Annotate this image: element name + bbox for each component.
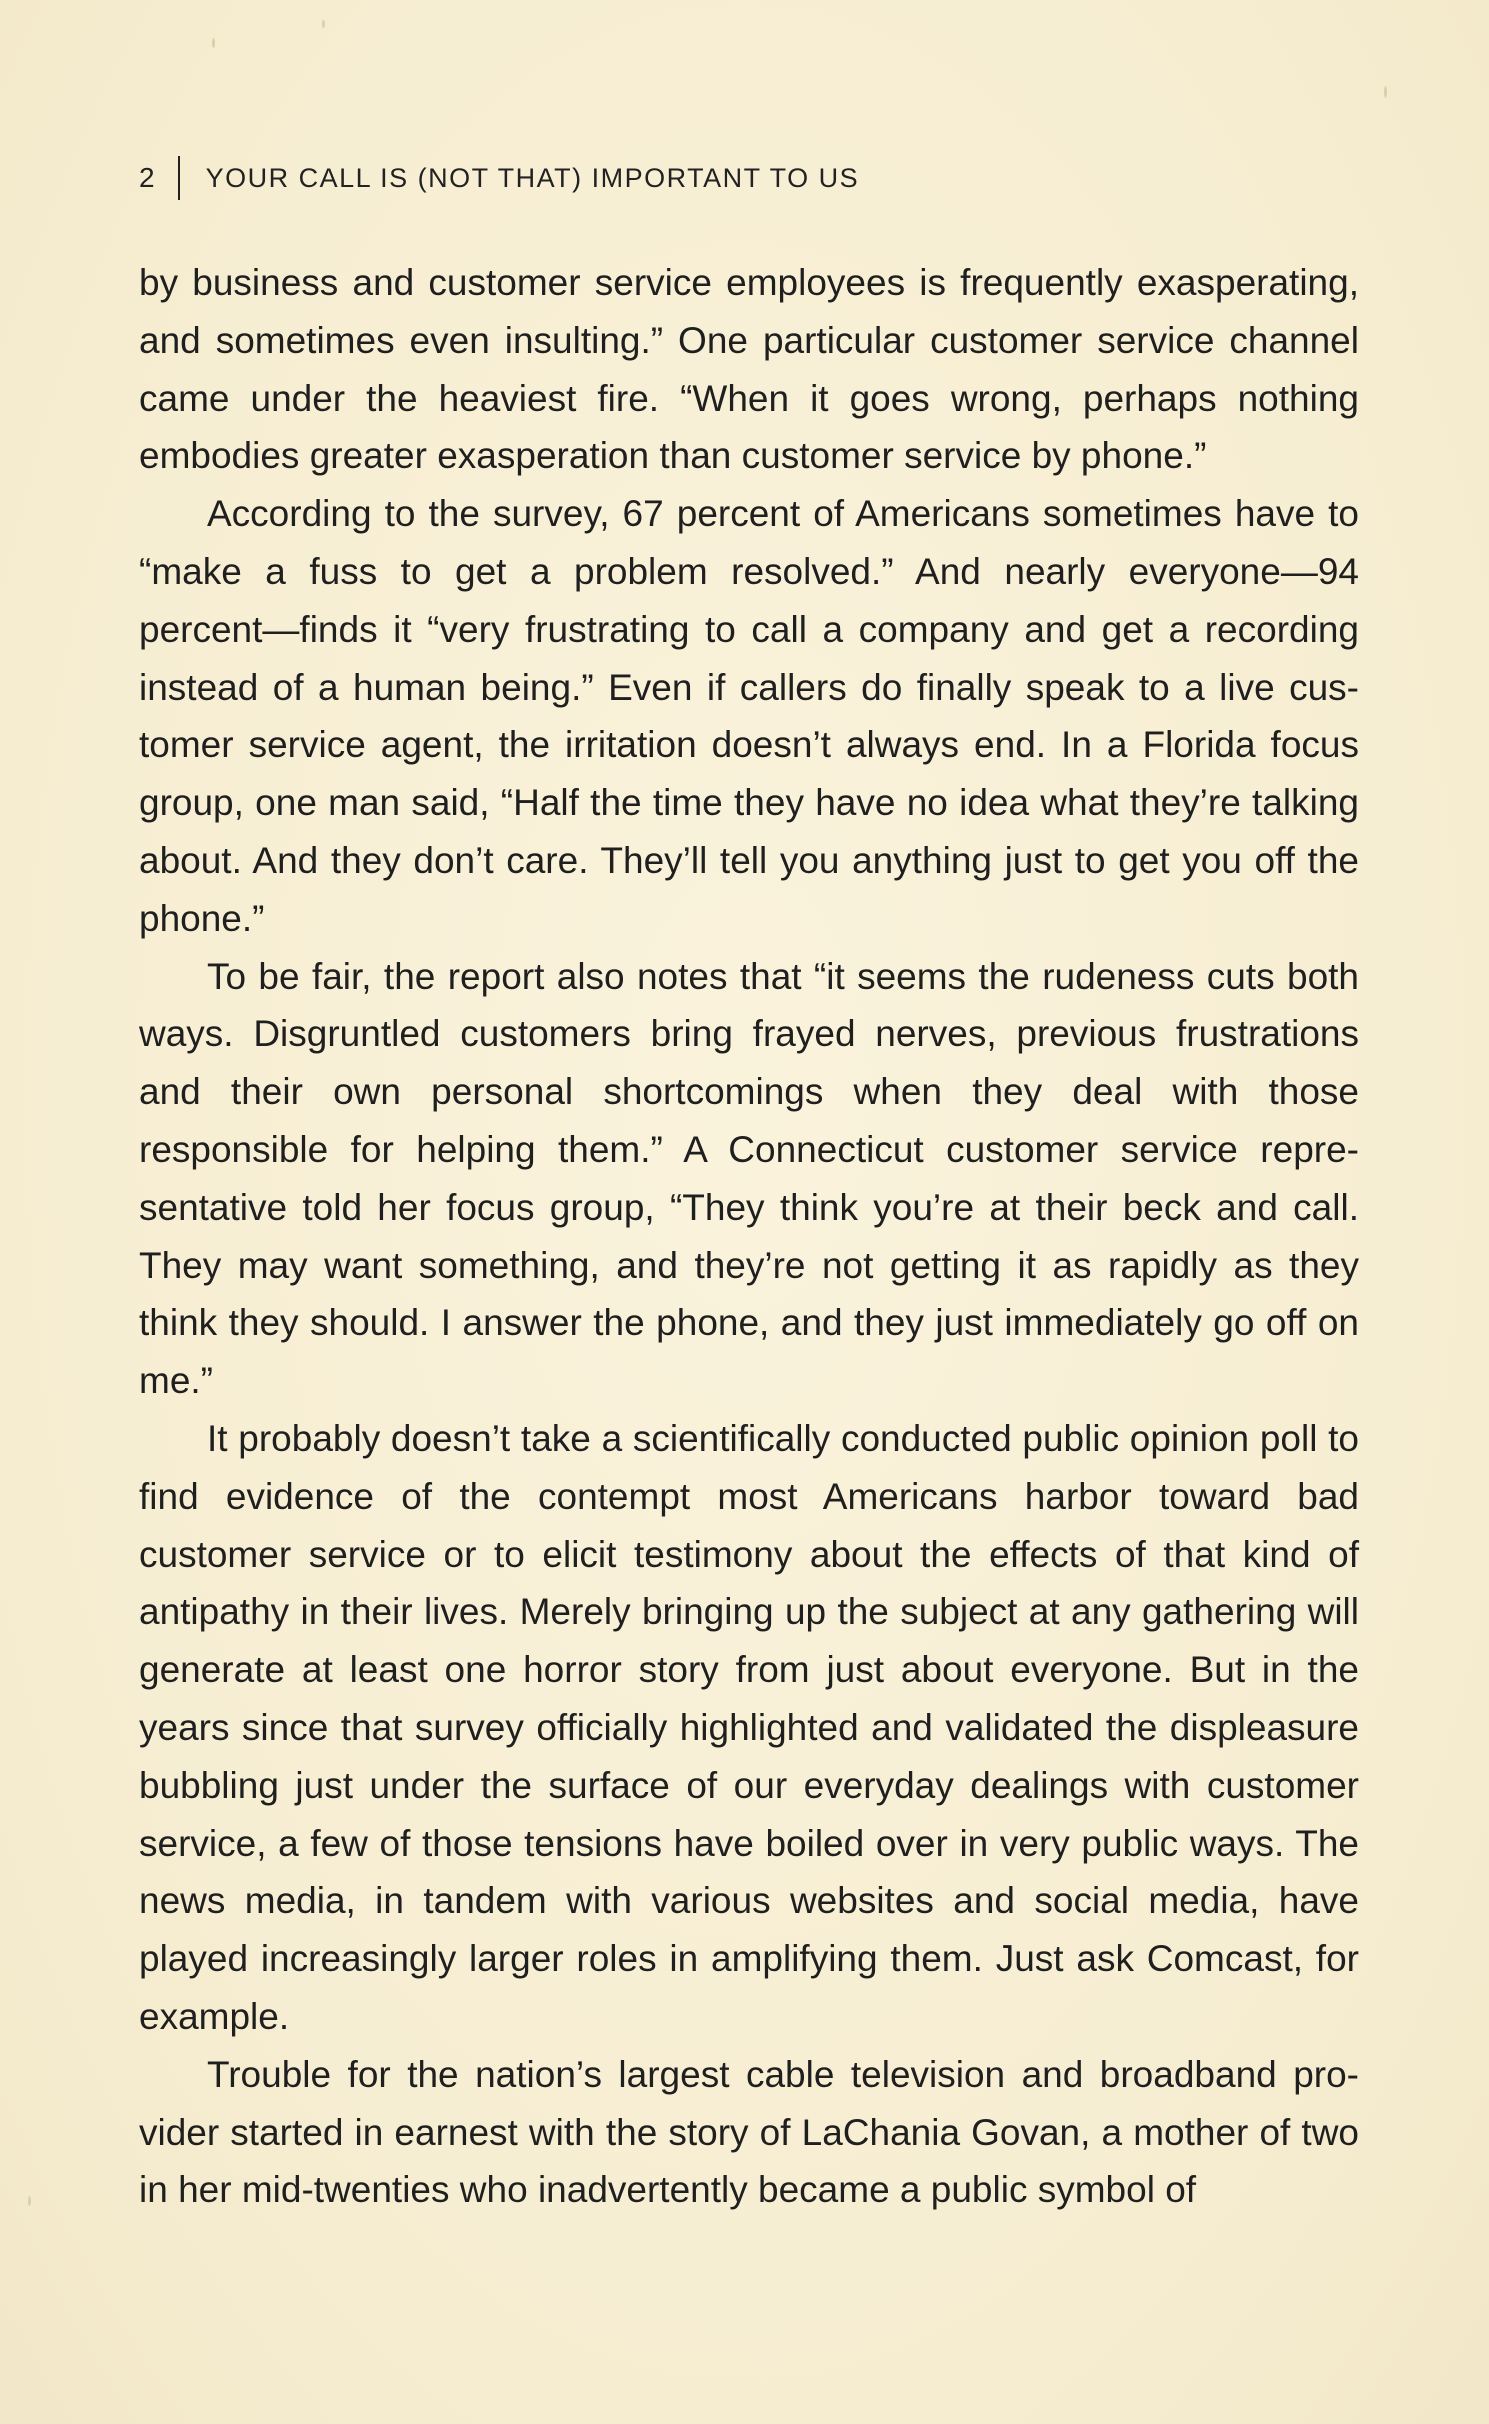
running-header [139, 152, 859, 204]
paper-speck [28, 2196, 31, 2206]
paper-speck [212, 38, 215, 48]
paragraph: To be fair, the report also notes that “it seems the rudeness cuts both ways. Disgruntled customers bring frayed nerves, previous frustrations and their own personal shortcomings when they deal with those responsible for helping them.” A Connecticut customer service representative told her focus group, “They think you’re at their beck and call. They may want something, and they’re not getting it as rapidly as they think they should. I answer the phone, and they just immediately go off on me.” [139, 955, 1359, 1402]
paper-speck [322, 20, 325, 28]
page-number: 2 [139, 162, 156, 193]
header-divider [178, 156, 180, 200]
paragraph-continuation: by business and customer service employees is frequently exasperating, and sometimes even insulting.” One particular customer service channel came under the heaviest fire. “When it goes wrong, perhaps nothing embodies greater exasperation than customer service by phone.” [139, 262, 1359, 477]
paragraph: It probably doesn’t take a scientifically conducted public opinion poll to find evidence of the contempt most Americans harbor toward bad customer service or to elicit testimony about the effects of that kind of antipathy in their lives. Merely bringing up the subject at any gathering will generate at least one horror story from just about everyone. But in the years since that survey officially highlighted and validated the displeasure bubbling just under the surface of our everyday dealings with customer service, a few of those tensions have boiled over in very public ways. The news media, in tandem with various websites and social media, have played increasingly larger roles in amplifying them. Just ask Comcast, for example. [139, 1417, 1359, 2037]
paragraph: Trouble for the nation’s largest cable television and broadband provider started in earnest with the story of LaChania Govan, a mother of two in her mid-twenties who inadvertently became a public symbol of [139, 2053, 1359, 2211]
paper-speck [1384, 86, 1387, 98]
running-title: YOUR CALL IS (NOT THAT) IMPORTANT TO US [205, 162, 860, 193]
paragraph: According to the survey, 67 percent of Americans sometimes have to “make a fuss to get a problem resolved.” And nearly everyone—94 percent—finds it “very frustrating to call a company and get a recording instead of a human being.” Even if callers do finally speak to a live customer service agent, the irritation doesn’t always end. In a Florida focus group, one man said, “Half the time they have no idea what they’re talking about. And they don’t care. They’ll tell you anything just to get you off the phone.” [139, 493, 1359, 939]
body-text [139, 254, 1359, 2219]
